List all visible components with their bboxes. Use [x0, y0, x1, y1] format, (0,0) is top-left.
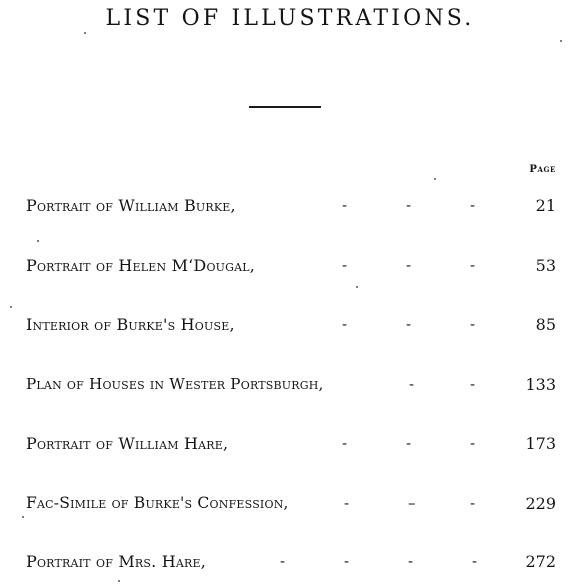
leader-dash: - [406, 256, 412, 274]
leader-dash: - [342, 256, 348, 274]
leader-dash: - [470, 256, 476, 274]
page-title: LIST OF ILLUSTRATIONS. [105, 6, 475, 31]
scan-speck [356, 286, 358, 288]
list-item [26, 552, 556, 578]
page-column-heading: Page [529, 164, 556, 175]
leader-dash: - [280, 552, 286, 570]
scan-speck [434, 178, 436, 180]
scan-speck [37, 240, 39, 242]
page-number: 133 [525, 375, 556, 394]
illustration-title: Portrait of William Burke, [26, 196, 236, 215]
list-item [26, 494, 556, 520]
scan-speck [22, 516, 24, 518]
illustration-title: Fac-Simile of Burke's Confession, [26, 494, 289, 512]
scan-speck [84, 32, 86, 34]
scan-speck [560, 40, 562, 42]
illustration-title: Interior of Burke's House, [26, 315, 235, 334]
leader-dash: - [470, 196, 476, 214]
leader-dash: - [344, 552, 350, 570]
leader-dash: - [344, 494, 350, 512]
page-number: 21 [535, 196, 556, 215]
leader-dash: – [408, 494, 416, 512]
illustration-title: Portrait of Helen M‘Dougal, [26, 256, 256, 275]
list-item [26, 196, 556, 222]
leader-dash: - [342, 434, 348, 452]
list-item [26, 256, 556, 282]
list-item [26, 315, 556, 341]
illustration-title: Plan of Houses in Wester Portsburgh, [26, 375, 324, 393]
list-item [26, 375, 556, 401]
illustration-title: Portrait of William Hare, [26, 434, 229, 453]
page-number: 53 [535, 256, 556, 275]
scan-speck [118, 580, 120, 582]
leader-dash: - [406, 434, 412, 452]
leader-dash: - [470, 434, 476, 452]
leader-dash: - [342, 315, 348, 333]
page-number: 173 [525, 434, 556, 453]
illustration-title: Portrait of Mrs. Hare, [26, 552, 207, 571]
leader-dash: - [406, 196, 412, 214]
leader-dash: - [470, 494, 476, 512]
leader-dash: - [406, 315, 412, 333]
page-number: 272 [525, 552, 556, 571]
leader-dash: - [342, 196, 348, 214]
page-number: 229 [525, 494, 556, 513]
leader-dash: - [470, 375, 476, 393]
leader-dash: - [408, 552, 414, 570]
page-number: 85 [535, 315, 556, 334]
title-rule [249, 106, 321, 108]
leader-dash: - [470, 315, 476, 333]
leader-dash: - [472, 552, 478, 570]
list-item [26, 434, 556, 460]
scan-speck [10, 306, 12, 308]
leader-dash: - [409, 375, 415, 393]
